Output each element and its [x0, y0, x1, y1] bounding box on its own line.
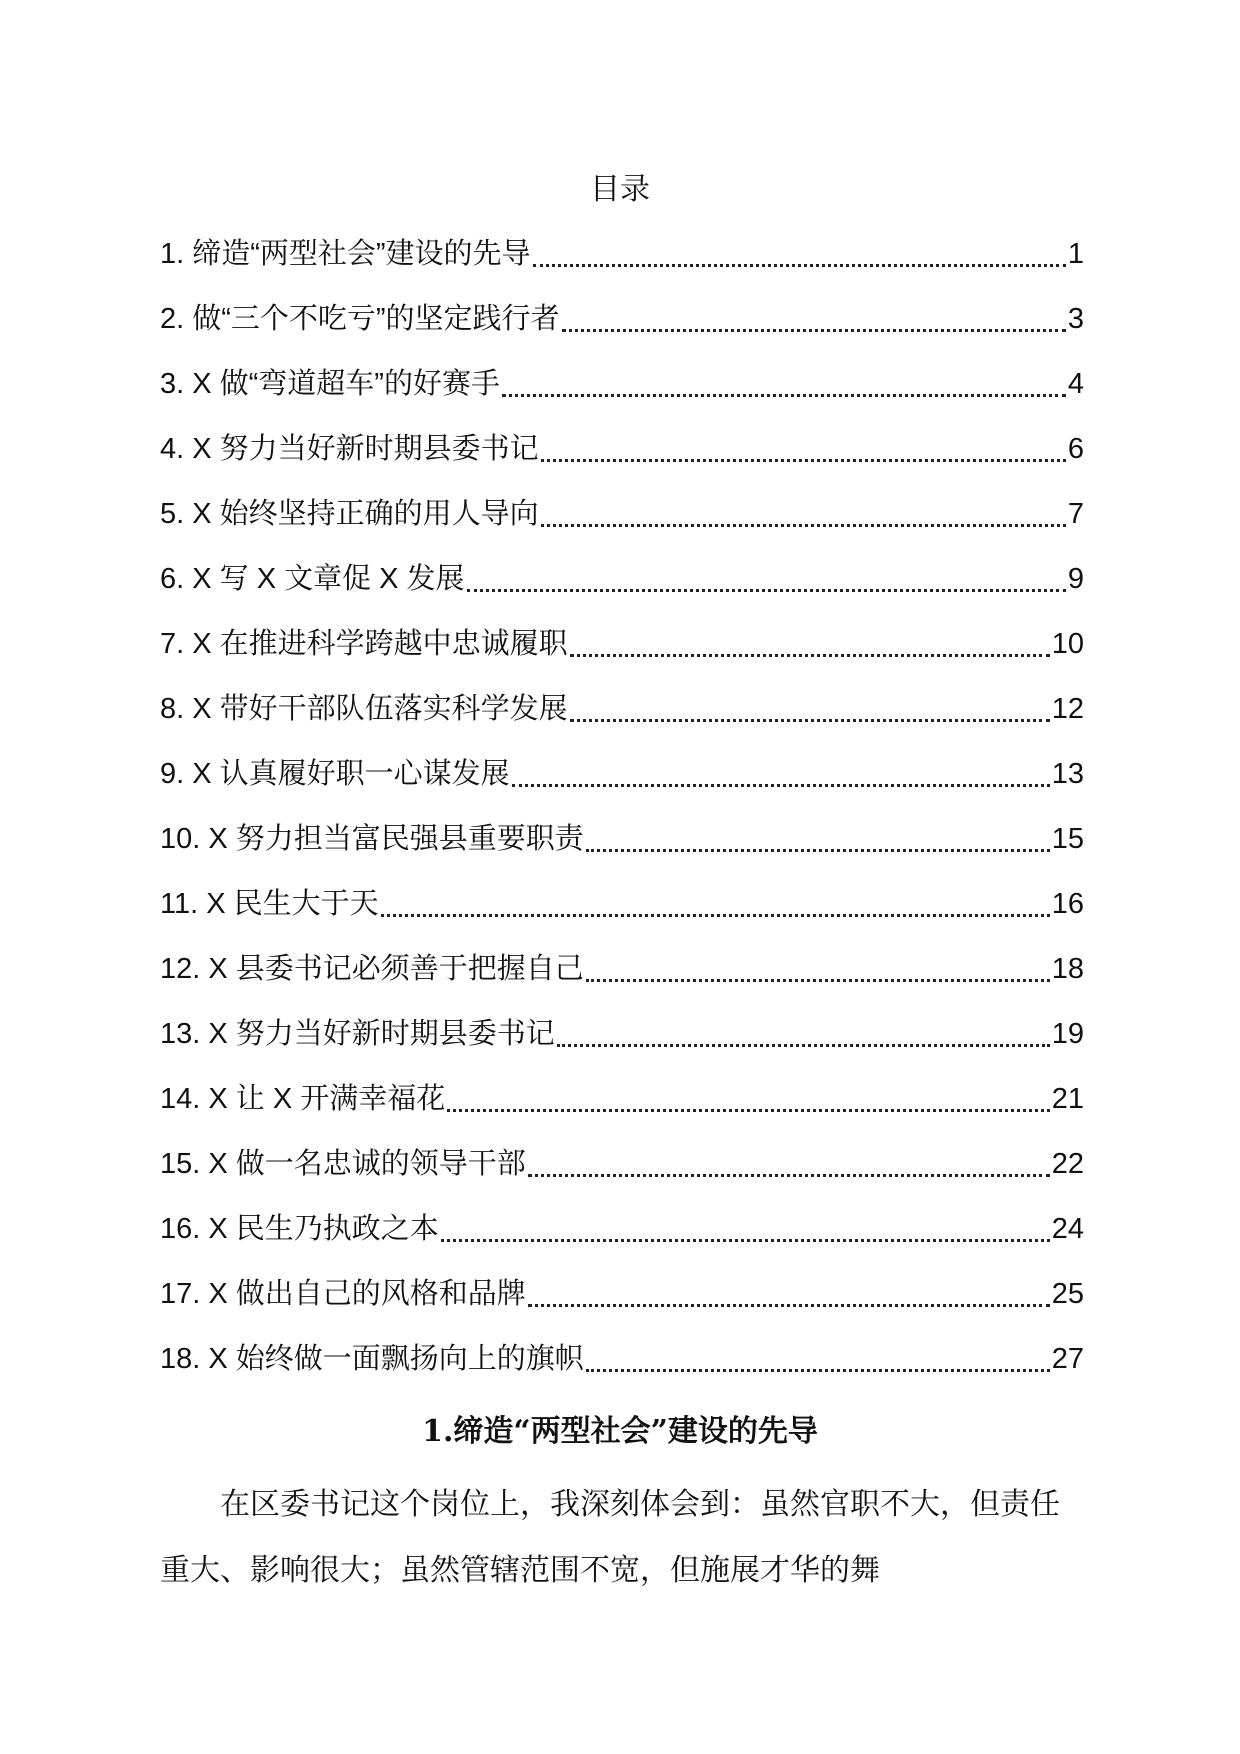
- toc-entry-label: 18. X 始终做一面飘扬向上的旗帜: [160, 1343, 584, 1375]
- toc-entry-page: 6: [1067, 433, 1084, 465]
- toc-dot-leader: [541, 496, 1066, 527]
- toc-dot-leader: [447, 1081, 1050, 1112]
- toc-dot-leader: [441, 1211, 1050, 1242]
- toc-title: 目录: [590, 172, 650, 207]
- toc-entry-page: 18: [1051, 953, 1084, 985]
- body-paragraph: 在区委书记这个岗位上，我深刻体会到：虽然官职不大，但责任重大、影响很大；虽然管辖范围不宽，但施展才华的舞: [160, 1487, 1060, 1588]
- toc-entry-page: 19: [1051, 1018, 1084, 1050]
- toc-dot-leader: [586, 951, 1050, 982]
- toc-entry-label: 4. X 努力当好新时期县委书记: [160, 433, 539, 465]
- toc-entry-label: 7. X 在推进科学跨越中忠诚履职: [160, 628, 568, 660]
- toc-entry[interactable]: [160, 886, 1084, 951]
- toc-entry-label: 10. X 努力担当富民强县重要职责: [160, 823, 584, 855]
- toc-dot-leader: [512, 756, 1050, 787]
- toc-entry-page: 7: [1067, 498, 1084, 530]
- toc-entry[interactable]: [160, 236, 1084, 301]
- toc-entry[interactable]: [160, 1016, 1084, 1081]
- toc-entry[interactable]: [160, 1276, 1084, 1341]
- toc-dot-leader: [557, 1016, 1050, 1047]
- toc-entry-page: 16: [1051, 888, 1084, 920]
- toc-entry-label: 17. X 做出自己的风格和品牌: [160, 1278, 526, 1310]
- toc-entry-page: 9: [1067, 563, 1084, 595]
- toc-entry[interactable]: [160, 1081, 1084, 1146]
- toc-entry-label: 3. X 做“弯道超车”的好赛手: [160, 368, 500, 400]
- toc-entry[interactable]: [160, 301, 1084, 366]
- toc-dot-leader: [586, 821, 1050, 852]
- toc-entry-page: 3: [1067, 303, 1084, 335]
- toc-entry-label: 16. X 民生乃执政之本: [160, 1213, 439, 1245]
- toc-entry[interactable]: [160, 756, 1084, 821]
- toc-dot-leader: [541, 431, 1066, 462]
- toc-entry[interactable]: [160, 431, 1084, 496]
- toc-entry-label: 9. X 认真履好职一心谋发展: [160, 758, 510, 790]
- toc-entry-page: 13: [1051, 758, 1084, 790]
- toc-dot-leader: [562, 301, 1066, 332]
- toc-dot-leader: [570, 691, 1050, 722]
- toc-entry[interactable]: [160, 1211, 1084, 1276]
- toc-dot-leader: [528, 1276, 1050, 1307]
- toc-entry-page: 24: [1051, 1213, 1084, 1245]
- toc-entry[interactable]: [160, 821, 1084, 886]
- toc-entry[interactable]: [160, 1146, 1084, 1211]
- toc-entry-page: 1: [1067, 238, 1084, 270]
- toc-dot-leader: [533, 236, 1066, 267]
- toc-dot-leader: [528, 1146, 1050, 1177]
- toc-entry-label: 13. X 努力当好新时期县委书记: [160, 1018, 555, 1050]
- toc-dot-leader: [467, 561, 1066, 592]
- toc-entry-page: 22: [1051, 1148, 1084, 1180]
- toc-entry[interactable]: [160, 626, 1084, 691]
- toc-entry-label: 1. 缔造“两型社会”建设的先导: [160, 238, 531, 270]
- toc-entry[interactable]: [160, 496, 1084, 561]
- toc-entry-label: 8. X 带好干部队伍落实科学发展: [160, 693, 568, 725]
- toc-dot-leader: [570, 626, 1050, 657]
- section-heading: 1.缔造“两型社会”建设的先导: [422, 1414, 818, 1449]
- toc-entry-label: 14. X 让 X 开满幸福花: [160, 1083, 446, 1115]
- toc-entry[interactable]: [160, 951, 1084, 1016]
- toc-entry[interactable]: [160, 1341, 1084, 1406]
- toc-entry[interactable]: [160, 366, 1084, 431]
- toc-entry-page: 10: [1051, 628, 1084, 660]
- toc-entry[interactable]: [160, 691, 1084, 756]
- toc-entry-label: 6. X 写 X 文章促 X 发展: [160, 563, 465, 595]
- toc-dot-leader: [381, 886, 1050, 917]
- table-of-contents: [160, 236, 1084, 1406]
- toc-entry[interactable]: [160, 561, 1084, 626]
- toc-entry-label: 2. 做“三个不吃亏”的坚定践行者: [160, 303, 560, 335]
- toc-entry-page: 12: [1051, 693, 1084, 725]
- toc-entry-label: 12. X 县委书记必须善于把握自己: [160, 953, 584, 985]
- toc-dot-leader: [586, 1341, 1050, 1372]
- toc-dot-leader: [502, 366, 1066, 397]
- toc-entry-label: 15. X 做一名忠诚的领导干部: [160, 1148, 526, 1180]
- toc-entry-page: 21: [1051, 1083, 1084, 1115]
- toc-entry-page: 15: [1051, 823, 1084, 855]
- toc-entry-page: 27: [1051, 1343, 1084, 1375]
- toc-entry-page: 4: [1067, 368, 1084, 400]
- toc-entry-label: 5. X 始终坚持正确的用人导向: [160, 498, 539, 530]
- toc-entry-label: 11. X 民生大于天: [160, 888, 379, 920]
- toc-entry-page: 25: [1051, 1278, 1084, 1310]
